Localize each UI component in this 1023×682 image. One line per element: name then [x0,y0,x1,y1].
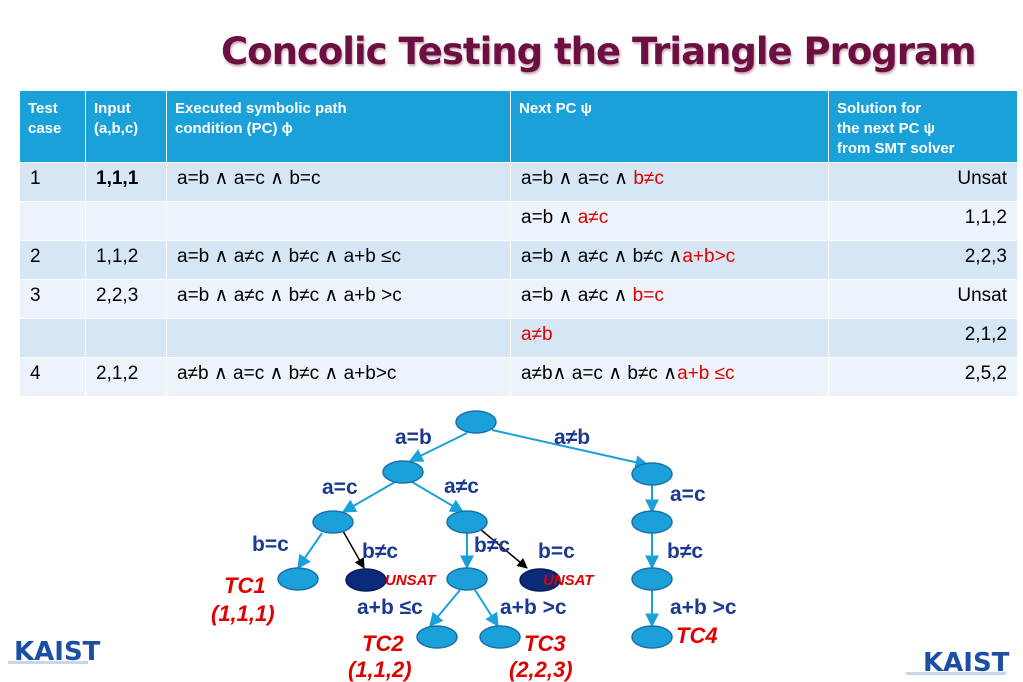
cell-test: 1 [20,163,86,202]
tc1-name: TC1 [224,573,266,598]
tc3-input: (2,2,3) [509,657,573,682]
unsat-label-1: UNSAT [385,572,436,589]
cell-next-pc: a≠b∧ a=c ∧ b≠c ∧a+b ≤c [511,358,829,397]
node-rr [632,568,672,590]
node-l [383,461,423,483]
tc1-input: (1,1,1) [211,601,275,626]
cell-next-pc: a=b ∧ a≠c [511,202,829,241]
cell-input: 2,1,2 [86,358,167,397]
page-title: Concolic Testing the Triangle Program [221,30,976,73]
node-tc2 [417,626,457,648]
tree-nodes [278,411,672,648]
label-rd-down: b≠c [667,540,704,563]
header-next-pc: Next PC ψ [511,91,829,163]
cell-next-pc: a=b ∧ a≠c ∧ b=c [511,280,829,319]
node-tc3 [480,626,520,648]
cell-solution: 2,5,2 [829,358,1018,397]
header-executed-pc: Executed symbolic path condition (PC) ϕ [167,91,511,163]
tc3-name: TC3 [524,631,566,656]
node-root [456,411,496,433]
header-input: Input (a,b,c) [86,91,167,163]
cell-input: 2,2,3 [86,280,167,319]
node-m [447,568,487,590]
cell-solution: 2,2,3 [829,241,1018,280]
unsat-labels [385,572,595,589]
header-test-case: Test case [20,91,86,163]
node-lr [447,511,487,533]
label-root-right: a≠b [554,426,591,449]
kaist-logo-left [8,637,101,667]
tc2-name: TC2 [362,631,404,656]
cell-test: 2 [20,241,86,280]
label-ll-right: b≠c [362,540,399,563]
node-rd [632,511,672,533]
cell-next-pc: a=b ∧ a=c ∧ b≠c [511,163,829,202]
label-lr-right: b=c [538,540,575,563]
cell-input: 1,1,2 [86,241,167,280]
unsat-label-2: UNSAT [543,572,594,589]
cell-solution: 2,1,2 [829,319,1018,358]
cell-test: 4 [20,358,86,397]
cell-next-pc: a≠b [511,319,829,358]
node-tc1 [278,568,318,590]
cell-pc: a=b ∧ a=c ∧ b=c [167,163,511,202]
label-lr-left: b≠c [474,534,511,557]
label-ll-left: b=c [252,533,289,556]
tc4-name: TC4 [676,623,718,648]
label-m-right: a+b >c [500,596,567,619]
cell-pc: a=b ∧ a≠c ∧ b≠c ∧ a+b ≤c [167,241,511,280]
kaist-logo-right [906,648,1010,678]
cell-solution: Unsat [829,280,1018,319]
cell-pc: a=b ∧ a≠c ∧ b≠c ∧ a+b >c [167,280,511,319]
node-r [632,463,672,485]
svg-text:KAIST: KAIST [923,648,1010,678]
label-rr-down: a+b >c [670,596,737,619]
label-root-left: a=b [395,426,432,449]
cell-pc: a≠b ∧ a=c ∧ b≠c ∧ a+b>c [167,358,511,397]
cell-next-pc: a=b ∧ a≠c ∧ b≠c ∧a+b>c [511,241,829,280]
node-tc4 [632,626,672,648]
label-m-left: a+b ≤c [357,596,423,619]
node-unsat-1 [346,569,386,591]
label-r-down: a=c [670,483,706,506]
node-ll [313,511,353,533]
header-solution: Solution for the next PC ψ from SMT solver [829,91,1018,163]
svg-text:KAIST: KAIST [14,637,101,667]
label-l-right: a≠c [444,475,479,498]
label-l-left: a=c [322,476,358,499]
tc2-input: (1,1,2) [348,657,412,682]
cell-input: 1,1,1 [86,163,167,202]
cell-test: 3 [20,280,86,319]
cell-solution: 1,1,2 [829,202,1018,241]
cell-solution: Unsat [829,163,1018,202]
